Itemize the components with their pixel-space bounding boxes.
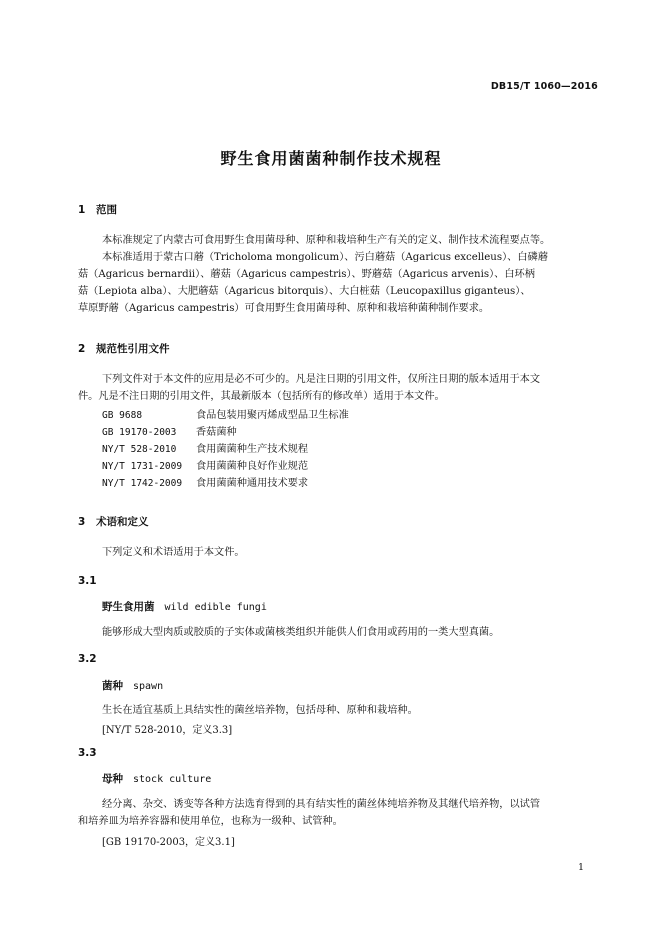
reference-code: NY/T 528-2010 [102,444,177,455]
paragraph-line: 本标准适用于蒙古口蘑（Tricholoma mongolicum）、污白蘑菇（Agaricus excelleus）、白磷蘑 [102,252,548,263]
term-en: wild edible fungi [164,602,267,613]
reference-item [102,423,237,438]
section-number: 1 [78,204,86,216]
term-heading [102,771,211,786]
page-number: 1 [577,862,584,873]
reference-name: 食用菌菌种通用技术要求 [196,478,309,489]
reference-code: GB 19170-2003 [102,427,177,438]
term-heading [102,678,163,693]
reference-item [102,474,308,489]
term-en: stock culture [133,774,212,785]
term-number: 3.1 [78,575,97,587]
section-number: 2 [78,343,86,355]
reference-item [102,457,308,472]
term-definition: 生长在适宜基质上具结实性的菌丝培养物，包括母种、原种和栽培种。 [102,705,418,716]
reference-name: 食品包装用聚丙烯成型品卫生标准 [196,410,349,421]
term-zh: 母种 [102,773,123,785]
section-3-heading [78,514,149,529]
term-zh: 野生食用菌 [102,601,155,613]
term-en: spawn [133,681,164,692]
term-zh: 菌种 [102,680,123,692]
reference-code: GB 9688 [102,410,143,421]
term-citation: [GB 19170-2003，定义3.1] [102,837,235,848]
reference-code: NY/T 1742-2009 [102,478,183,489]
reference-name: 食用菌菌种生产技术规程 [196,444,309,455]
reference-code: NY/T 1731-2009 [102,461,183,472]
term-definition: 经分离、杂交、诱变等各种方法选育得到的具有结实性的菌丝体纯培养物及其继代培养物，以试管 [102,799,541,810]
section-title: 范围 [96,204,117,216]
section-1-heading [78,202,117,217]
section-2-heading [78,341,170,356]
term-number: 3.2 [78,653,97,665]
document-number: DB15/T 1060—2016 [490,81,598,92]
paragraph-line: 草原野蘑（Agaricus campestris）可食用野生食用菌母种、原种和栽培种菌种制作要求。 [78,303,490,314]
reference-item [102,406,349,421]
section-number: 3 [78,516,86,528]
term-citation: [NY/T 528-2010，定义3.3] [102,725,233,736]
reference-item [102,440,308,455]
document-title: 野生食用菌菌种制作技术规程 [220,149,442,168]
term-heading [102,599,267,614]
reference-name: 香菇菌种 [196,427,237,438]
paragraph-line: 件。凡是不注日期的引用文件，其最新版本（包括所有的修改单）适用于本文件。 [78,391,445,402]
reference-name: 食用菌菌种良好作业规范 [196,461,309,472]
section-title: 术语和定义 [96,516,149,528]
paragraph-line: 下列定义和术语适用于本文件。 [102,547,245,558]
paragraph-line: 菇（Lepiota alba）、大肥蘑菇（Agaricus bitorquis）、大白桩菇（Leucopaxillus giganteus）、 [78,286,531,297]
paragraph-line: 本标准规定了内蒙古可食用野生食用菌母种、原种和栽培种生产有关的定义、制作技术流程要点等。 [102,235,551,246]
term-definition: 和培养皿为培养容器和使用单位，也称为一级种、试管种。 [78,816,343,827]
term-definition: 能够形成大型肉质或胶质的子实体或菌核类组织并能供人们食用或药用的一类大型真菌。 [102,627,500,638]
paragraph-line: 下列文件对于本文件的应用是必不可少的。凡是注日期的引用文件，仅所注日期的版本适用于本文 [102,374,541,385]
section-title: 规范性引用文件 [96,343,170,355]
paragraph-line: 菇（Agaricus bernardii）、蘑菇（Agaricus campestris）、野蘑菇（Agaricus arvenis）、白环柄 [78,269,535,280]
term-number: 3.3 [78,747,97,759]
